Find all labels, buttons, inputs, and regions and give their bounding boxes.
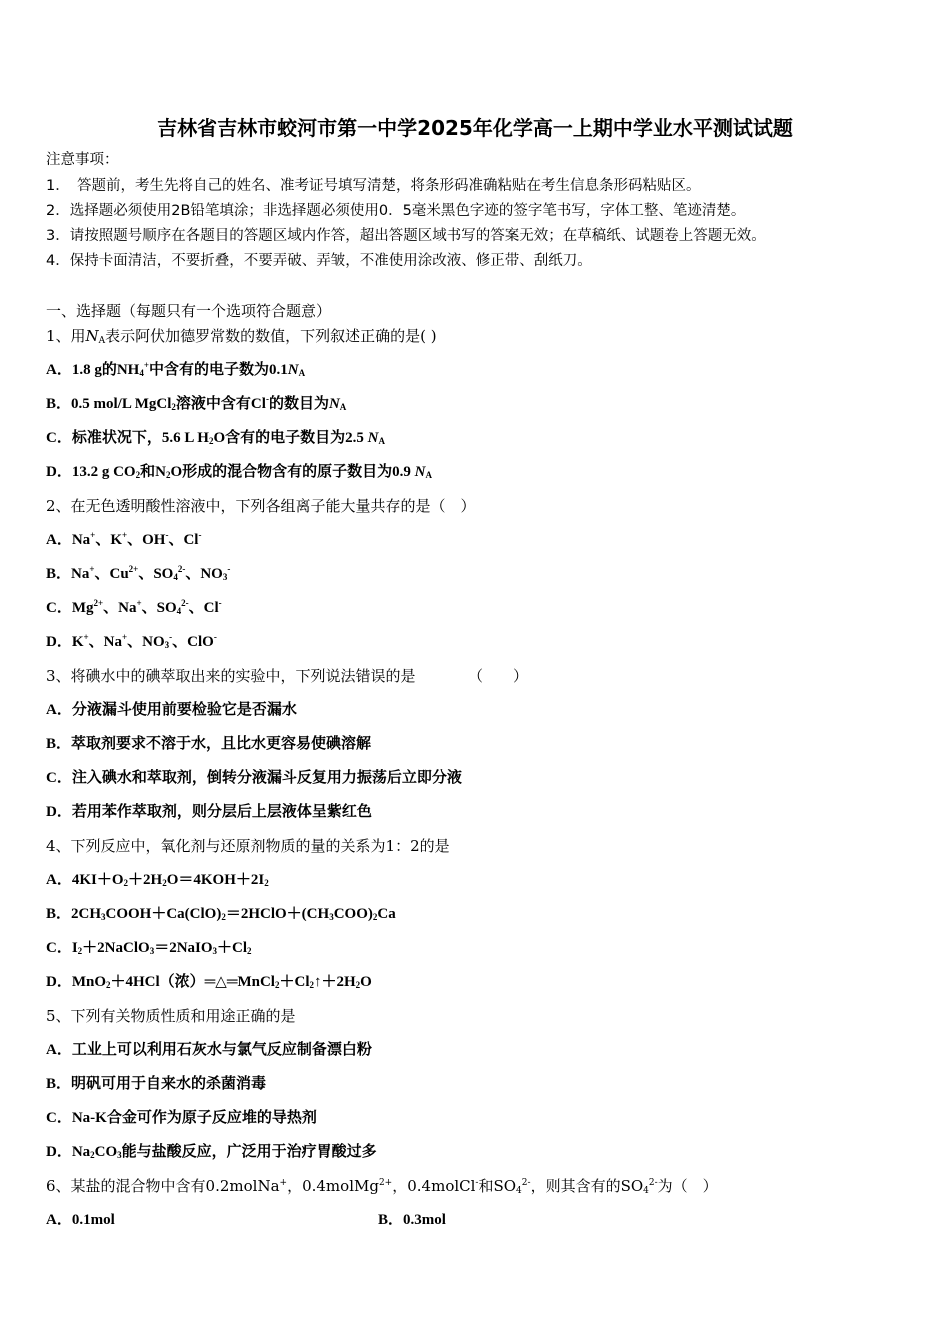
notice-item: 3．请按照题号顺序在各题目的答题区域内作答，超出答题区域书写的答案无效；在草稿纸、试题卷上答题无效。 [46, 228, 766, 244]
answer-option: A．$4KI+O_2+2H_2O=4KOH+2I_2$ [46, 872, 269, 888]
question-stem: 2、在无色透明酸性溶液中，下列各组离子能大量共存的是（ ） [46, 497, 476, 515]
answer-option: A．0.1mol [46, 1212, 115, 1228]
answer-option: C．标准状况下，5.6 L $H_2O$含有的电子数目为2.5 $N_A$ [46, 430, 385, 446]
answer-option: C．注入碘水和萃取剂，倒转分液漏斗反复用力振荡后立即分液 [46, 770, 462, 786]
notice-item: 4．保持卡面清洁，不要折叠，不要弄破、弄皱，不准使用涂改液、修正带、刮纸刀。 [46, 253, 592, 269]
answer-option: B．0.3mol [378, 1212, 446, 1228]
notice-item: 1． 答题前，考生先将自己的姓名、准考证号填写清楚，将条形码准确粘贴在考生信息条形码粘贴区。 [46, 178, 701, 194]
notes-heading: 注意事项： [46, 152, 119, 168]
answer-option: D．MnO$_2$＋4HCl（浓）$═\triangle═MnCl_2+Cl_2↑+2H_2O$ [46, 974, 372, 990]
document-title: 吉林省吉林市蛟河市第一中学2025年化学高一上期中学业水平测试试题 [157, 116, 793, 140]
answer-option: C．$I_2+2NaClO_3=2NaIO_3+Cl_2$ [46, 940, 252, 956]
answer-option: C．$Mg^{2+}$、Na+、$SO_4^{2-}$、Cl- [46, 598, 222, 616]
answer-option: D．若用苯作萃取剂，则分层后上层液体呈紫红色 [46, 804, 372, 820]
answer-option: A．Na+、K+、OH-、Cl- [46, 530, 202, 548]
question-stem: 4、下列反应中，氧化剂与还原剂物质的量的关系为1：2的是 [46, 837, 450, 855]
answer-option: B．萃取剂要求不溶于水，且比水更容易使碘溶解 [46, 736, 372, 752]
question-stem: 5、下列有关物质性质和用途正确的是 [46, 1007, 296, 1025]
answer-option: B．0.5 mol/L MgCl$_2$溶液中含有Cl-的数目为$N_A$ [46, 394, 347, 412]
answer-option: A．1.8 g的$NH_4^+$中含有的电子数为$0.1N_A$ [46, 360, 306, 378]
answer-option: A．分液漏斗使用前要检验它是否漏水 [46, 702, 297, 718]
answer-option: B．Na+、$Cu^{2+}$、$SO_4^{2-}$、$NO_3^-$ [46, 564, 231, 582]
answer-option: B．$2CH_3COOH+Ca(ClO)_2=2HClO+(CH_3COO)_2Ca$ [46, 906, 396, 922]
answer-option: B．明矾可用于自来水的杀菌消毒 [46, 1076, 267, 1092]
section-heading: 一、选择题（每题只有一个选项符合题意） [46, 302, 332, 320]
question-stem: 1、用$N_A$表示阿伏加德罗常数的数值，下列叙述正确的是( ) [46, 327, 437, 346]
answer-option: C．Na-K合金可作为原子反应堆的导热剂 [46, 1110, 317, 1126]
answer-option: D．K+、Na+、$NO_3^-$、ClO- [46, 632, 217, 650]
answer-option: A．工业上可以利用石灰水与氯气反应制备漂白粉 [46, 1042, 372, 1058]
answer-option: D．13.2 g $CO_2$和$N_2O$形成的混合物含有的原子数目为0.9 $N_A$ [46, 464, 432, 480]
question-stem: 3、将碘水中的碘萃取出来的实验中，下列说法错误的是 （ ） [46, 667, 529, 685]
question-stem: 6、某盐的混合物中含有0.2molNa+，0.4molMg$^{2+}$，0.4molCl-和$SO_4^{2-}$，则其含有的$SO_4^{2-}$为（ ） [46, 1177, 718, 1196]
notice-item: 2．选择题必须使用2B铅笔填涂；非选择题必须使用0．5毫米黑色字迹的签字笔书写，字体工整、笔迹清楚。 [46, 203, 746, 219]
answer-option: D．$Na_2CO_3$能与盐酸反应，广泛用于治疗胃酸过多 [46, 1144, 377, 1160]
